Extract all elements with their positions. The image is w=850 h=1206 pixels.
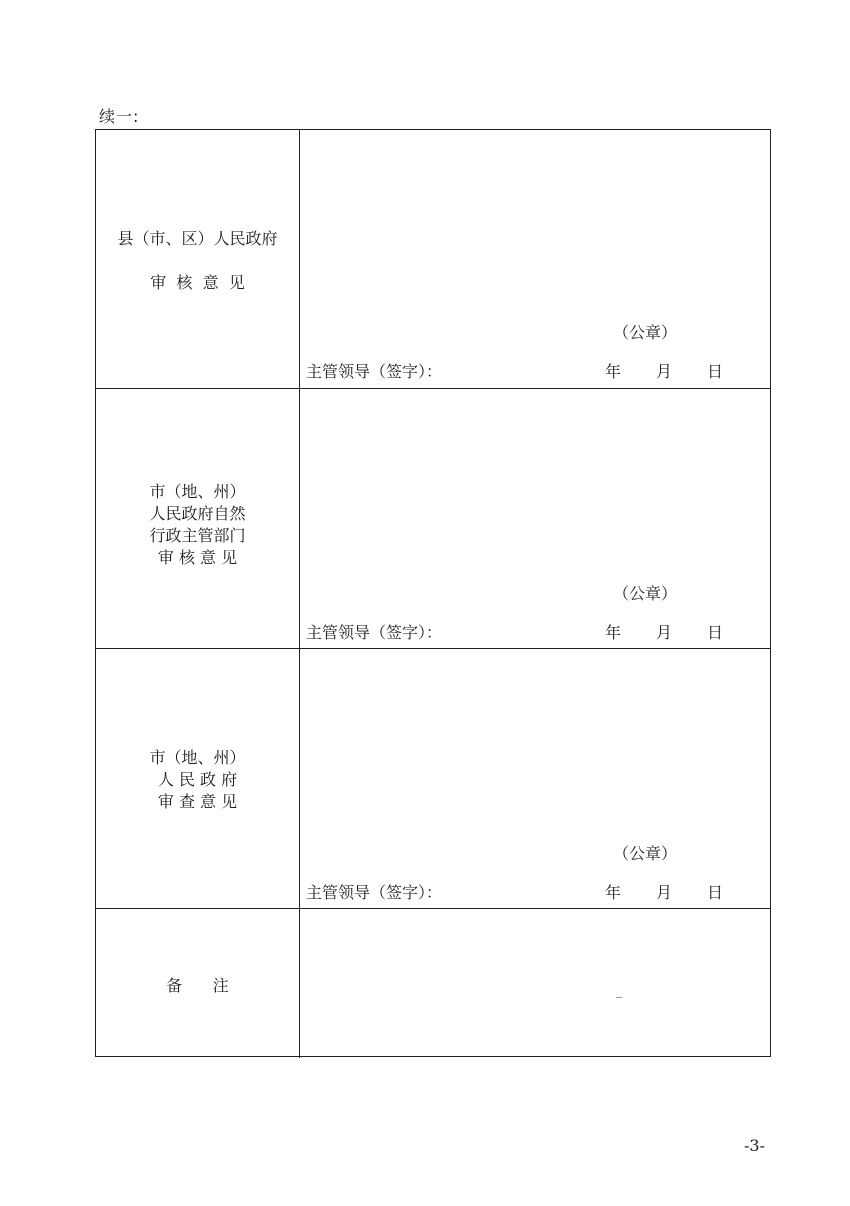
county-review-label: 县（市、区）人民政府 审 核 意 见	[117, 229, 278, 292]
continuation-label: 续一:	[99, 107, 140, 126]
city-government-signature-label: 主管领导（签字）：	[306, 883, 443, 902]
remarks-content-cell[interactable]	[300, 909, 770, 1058]
city-government-day-label: 日	[707, 883, 724, 902]
city-government-label: 市（地、州） 人 民 政 府 审 查 意 见	[149, 748, 246, 811]
remarks-label-cell	[96, 909, 300, 1058]
city-government-month-label: 月	[656, 883, 673, 902]
city-natural-resources-content-cell[interactable]	[300, 389, 770, 648]
city-government-content-cell[interactable]	[300, 649, 770, 908]
county-review-row	[96, 130, 770, 389]
county-signature-label: 主管领导（签字）：	[306, 362, 443, 381]
page-number: -3-	[744, 1136, 765, 1155]
city-natural-resources-month-label: 月	[656, 623, 673, 642]
county-seal-label: （公章）	[613, 323, 678, 342]
city-natural-resources-seal-label: （公章）	[613, 584, 678, 603]
city-government-year-label: 年	[605, 883, 622, 902]
stray-mark	[616, 997, 622, 998]
remarks-label: 备 注	[166, 976, 229, 995]
city-government-review-row	[96, 649, 770, 909]
city-natural-resources-signature-label: 主管领导（签字）：	[306, 623, 443, 642]
city-natural-resources-year-label: 年	[605, 623, 622, 642]
county-day-label: 日	[707, 362, 724, 381]
county-month-label: 月	[656, 362, 673, 381]
county-year-label: 年	[605, 362, 622, 381]
city-government-label-cell	[96, 649, 300, 908]
city-natural-resources-day-label: 日	[707, 623, 724, 642]
city-natural-resources-review-row	[96, 389, 770, 649]
remarks-row	[96, 909, 770, 1058]
county-review-content-cell[interactable]	[300, 130, 770, 388]
review-form-table	[95, 129, 771, 1057]
city-natural-resources-label: 市（地、州） 人民政府自然 行政主管部门 审 核 意 见	[149, 482, 246, 567]
city-government-seal-label: （公章）	[613, 844, 678, 863]
county-review-label-cell	[96, 130, 300, 388]
city-natural-resources-label-cell	[96, 389, 300, 648]
